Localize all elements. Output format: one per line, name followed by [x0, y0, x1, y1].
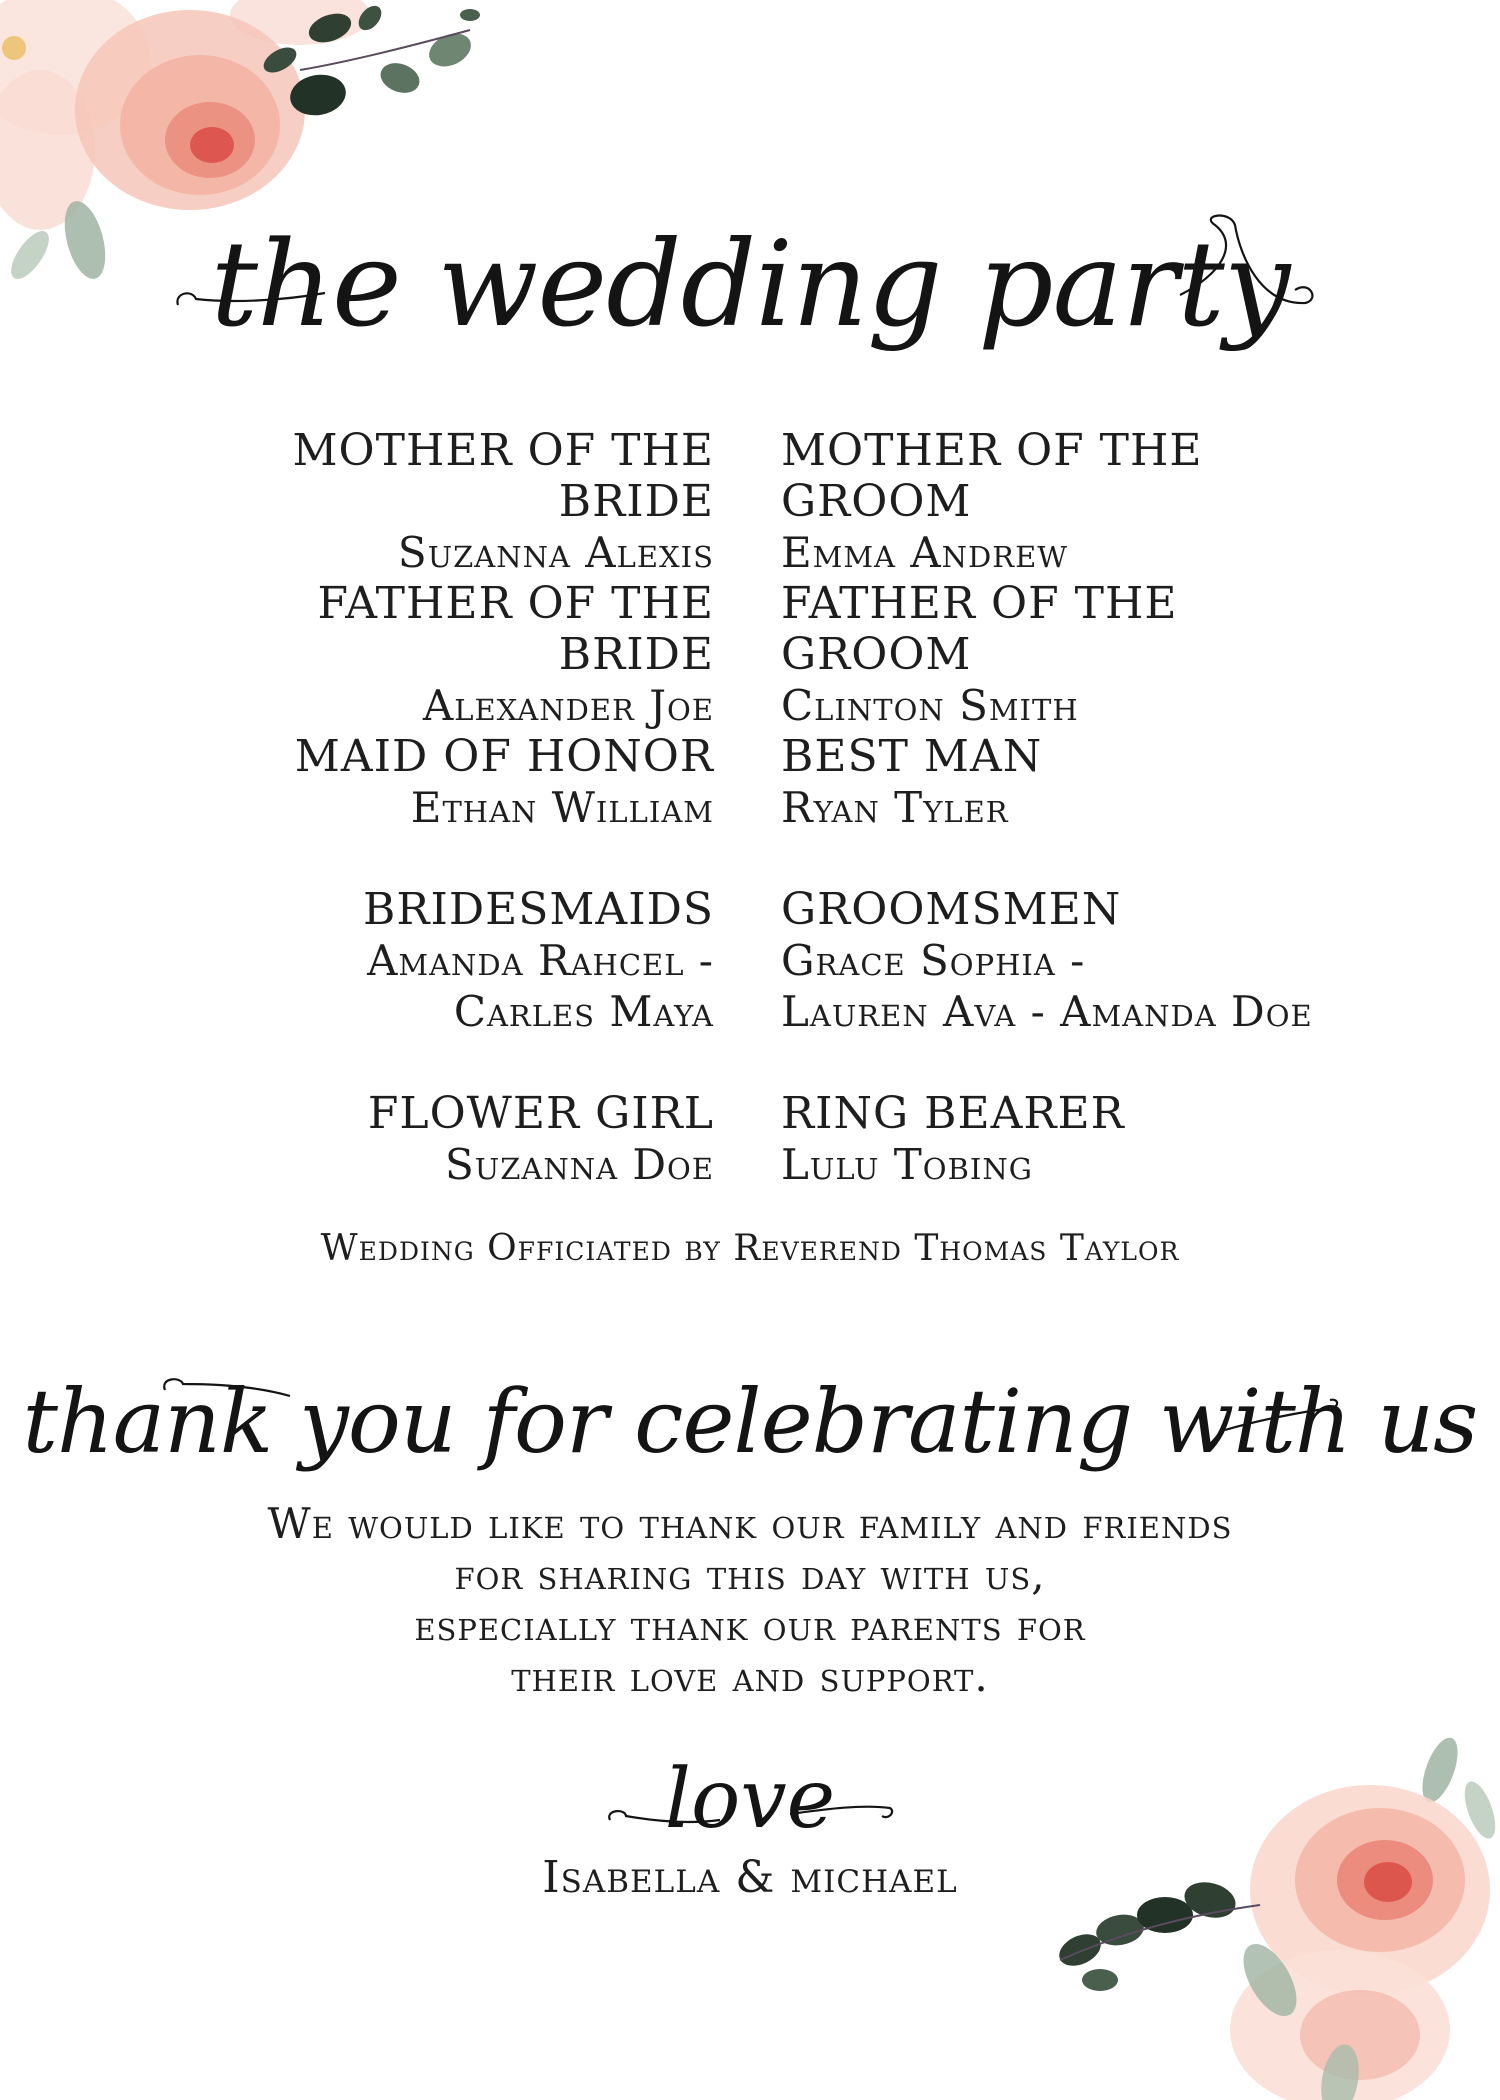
- thank-you-message: [0, 1498, 1500, 1702]
- groom-side-entry: [781, 425, 1381, 578]
- person-name: Alexander Joe: [422, 681, 714, 730]
- wedding-party-list: [0, 425, 1500, 1198]
- role-label: BRIDESMAIDS: [362, 884, 714, 935]
- couple-names: Isabella & michael: [542, 1852, 958, 1903]
- officiant-line: Wedding Officiated by Reverend Thomas Taylor: [320, 1228, 1180, 1269]
- role-label: MOTHER OF THE GROOM: [781, 425, 1203, 527]
- party-row: [0, 578, 1500, 731]
- bride-side-entry: [154, 425, 714, 578]
- person-name: Grace Sophia -: [781, 936, 1086, 985]
- person-name: Carles Maya: [453, 987, 714, 1036]
- role-label: RING BEARER: [781, 1088, 1125, 1139]
- person-name: Ethan William: [410, 783, 714, 832]
- person-name: Suzanna Alexis: [397, 528, 714, 577]
- role-label: MOTHER OF THE BRIDE: [292, 425, 714, 527]
- message-line: their love and support.: [511, 1652, 989, 1701]
- person-name: Emma Andrew: [781, 528, 1069, 577]
- person-name: Lauren Ava - Amanda Doe: [781, 987, 1313, 1036]
- groom-side-entry: [781, 578, 1381, 731]
- person-name: Ryan Tyler: [781, 783, 1009, 832]
- party-row: [0, 884, 1500, 1088]
- bride-side-entry: [154, 731, 714, 833]
- bride-side-entry: [154, 884, 714, 1037]
- party-row: [0, 425, 1500, 578]
- role-label: GROOMSMEN: [781, 884, 1122, 935]
- groom-side-entry: [781, 1088, 1381, 1190]
- groom-side-entry: [781, 731, 1381, 833]
- page-title: the wedding party: [210, 215, 1290, 353]
- role-label: BEST MAN: [781, 731, 1043, 782]
- person-name: Lulu Tobing: [781, 1140, 1033, 1189]
- role-label: FLOWER GIRL: [367, 1088, 714, 1139]
- closing-love: love: [664, 1752, 836, 1847]
- bride-side-entry: [154, 1088, 714, 1190]
- thank-you-heading: thank you for celebrating with us: [22, 1370, 1478, 1473]
- party-row: [0, 1088, 1500, 1198]
- bride-side-entry: [154, 578, 714, 731]
- party-row: [0, 731, 1500, 884]
- role-label: FATHER OF THE BRIDE: [317, 578, 714, 680]
- groom-side-entry: [781, 884, 1381, 1037]
- role-label: MAID OF HONOR: [294, 731, 714, 782]
- role-label: FATHER OF THE GROOM: [781, 578, 1178, 680]
- person-name: Amanda Rahcel -: [367, 936, 714, 985]
- person-name: Clinton Smith: [781, 681, 1079, 730]
- message-line: We would like to thank our family and friends: [267, 1499, 1233, 1548]
- message-line: especially thank our parents for: [414, 1601, 1086, 1650]
- message-line: for sharing this day with us,: [454, 1550, 1046, 1599]
- person-name: Suzanna Doe: [445, 1140, 714, 1189]
